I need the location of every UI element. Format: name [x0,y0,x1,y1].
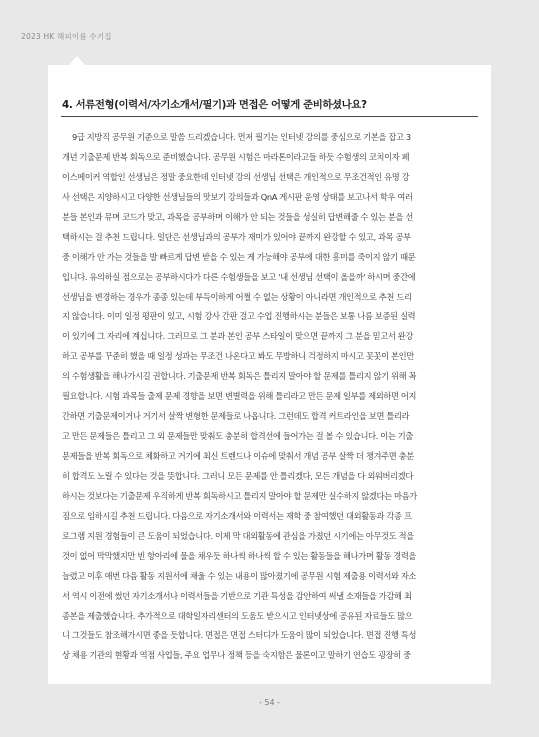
body-line: 문제들을 반복 회독으로 체화하고 거기에 최신 트렌드나 이슈에 맞춰서 개념 공부 살짝 더 챙겨주면 충분 [62,451,414,461]
body-line: 개년 기출문제 반복 회독으로 준비했습니다. 공무원 시험은 마라톤이라고들 하듯 수험생의 코치이자 페 [62,151,410,162]
body-line: 지 않습니다. 이미 일정 평판이 있고, 시험 강사 간판 걸고 수업 진행하시는 분들은 보통 나름 보증된 실력 [62,311,416,322]
running-header: 2023 HK 해피이룸 수기집 [21,32,112,41]
body-line: 이 있기에 그 자리에 계십니다. 그러므로 그 분과 본인 공부 스타일이 맞으면 끝까지 그 분을 믿고서 완강 [62,331,414,342]
body-line: 것이 없어 막막했지만 빈 항아리에 물을 채우듯 하나씩 하나씩 할 수 있는 활동들을 해나가며 활동 경력을 [62,550,417,561]
body-line: 니 그것들도 참조해가시면 좋을 듯합니다. 면접은 면접 스터디가 도움이 많이 되었습니다. 면접 진행 특성 [62,630,417,641]
body-line: 이스메이커 역할인 선생님은 정말 중요한데 인터넷 강의 선생님 선택은 개인적으로 무조건적인 유명 강 [62,171,410,182]
body-line: 택하시는 걸 추천 드립니다. 일단은 선생님과의 공부가 재미가 있어야 끝까지 완강할 수 있고, 과목 공부 [62,231,411,242]
body-line: 9급 지방직 공무원 기준으로 말씀 드리겠습니다. 먼저 필기는 인터넷 강의를 중심으로 기본을 잡고 3 [72,132,411,142]
body-line: 히 합격도 노릴 수 있다는 것을 뜻합니다. 그러니 모든 문제를 안 틀리겠다, 모든 개념을 다 외워버리겠다 [62,470,414,481]
page-number: - 54 - [258,698,281,707]
body-line: 상 채용 기관의 현황과 역점 사업들, 주요 업무나 정책 등을 숙지함은 물론이고 말하기 연습도 굉장히 중 [62,650,411,661]
body-line: 하시는 것보다는 기출문제 우직하게 반복 회독하시고 틀리지 말아야 할 문제만 실수하지 않겠다는 마음가 [62,490,417,501]
title-underline [61,116,478,117]
body-line: 선생님을 변경하는 경우가 종종 있는데 부득이하게 어쩔 수 없는 상황이 아니라면 개인적으로 추천 드리 [62,291,412,302]
body-line: 필요합니다. 시험 과목들 출제 문제 경향을 보면 변별력을 위해 틀리라고 만든 문제 일부를 제외하면 어지 [62,391,417,402]
body-line: 간하면 기출문제이거나 거기서 살짝 변형한 문제들로 나옵니다. 그런데도 합격 커트라인을 보면 틀리라 [62,411,410,422]
body-line: 입니다. 유의하실 점으로는 공부하시다가 다른 수험생들을 보고 '내 선생님 선택이 올을까' 하시며 중간에 [62,271,416,282]
body-text [62,128,478,666]
body-line: 종본을 제출했습니다. 추가적으로 대학일자리센터의 도움도 받으시고 인터넷상에 공유된 자료들도 많으 [62,610,413,621]
body-line: 사 선택은 지양하시고 다양한 선생님들의 맛보기 강의들과 QnA 게시판 운영 상태를 보고나서 학우 여러 [62,191,413,202]
body-line: 짐으로 임하시길 추천 드립니다. 다음으로 자기소개서와 이력서는 재학 중 참여했던 대외활동과 각종 프 [62,510,412,521]
question-title: 4. 서류전형(이력서/자기소개서/필기)과 면접은 어떻게 준비하셨나요? [62,99,367,111]
body-line: 의 수험생활을 해나가시길 권합니다. 기출문제 반복 회독은 틀리지 말아야 할 문제를 틀리지 않기 위해 꼭 [62,371,417,382]
body-line: 중 이해가 안 가는 것들을 발 빠르게 답변 받을 수 있는 게 가능해야 공부에 대한 흥미를 죽이지 않기 때문 [62,251,416,262]
body-line: 분들 본인과 뮤며 코드가 맞고, 과목을 공부하며 이해가 안 되는 것들을 성실히 답변해줄 수 있는 분을 선 [62,211,414,222]
body-line: 늘렸고 이후 매번 다음 활동 지원서에 채울 수 있는 내용이 많아졌기에 공무원 시험 제출용 이력서와 자소 [62,570,417,581]
body-line: 로그램 지원 경험들이 큰 도움이 되었습니다. 이제 막 대외활동에 관심을 가졌던 시기에는 아무것도 적을 [62,530,414,541]
body-line: 고 만든 문제들은 틀리고 그 외 문제들만 맞춰도 충분히 합격선에 들어가는 걸 볼 수 있습니다. 이는 기출 [62,431,414,442]
body-line: 하고 공부를 꾸준히 했을 때 일정 성과는 무조건 나온다고 봐도 무방하니 걱정하지 마시고 꼿꼿이 본인만 [62,351,414,362]
page-sheet [48,65,491,684]
body-line: 서 역시 이전에 썼던 자기소개서나 이력서들을 기반으로 기관 특성을 감안하여 써낼 소재들을 가감해 최 [62,590,412,601]
